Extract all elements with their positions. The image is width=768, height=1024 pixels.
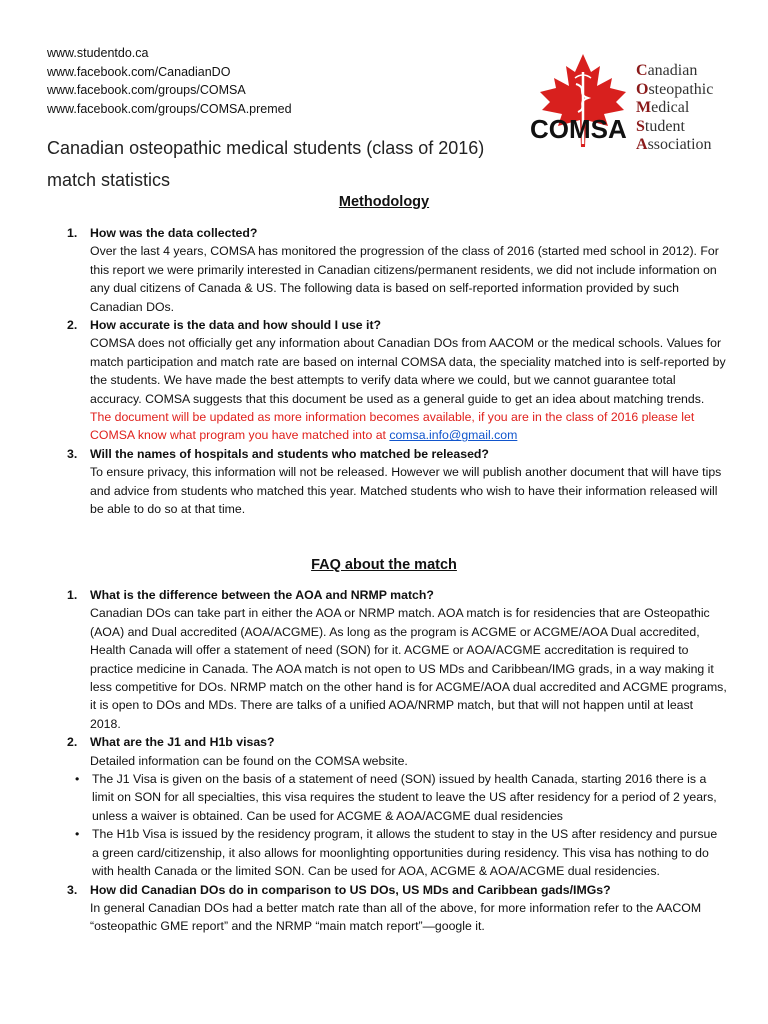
question: How did Canadian DOs do in comparison to US DOs, US MDs and Caribbean gads/IMGs? <box>90 882 611 897</box>
update-note: The document will be updated as more information becomes available, if you are in the class of 2016 please let COMSA know what program you have matched into at comsa.info@gmail.com <box>90 410 695 443</box>
answer: Over the last 4 years, COMSA has monitored the progression of the class of 2016 (started med school in 2012). For this report we were primarily interested in Canadian citizens/permanent residents, we did not include information on any dual citizens of Canada & US. The following data is based on self-reported information provided by such Canadian DOs. <box>90 244 719 314</box>
email-link[interactable]: comsa.info@gmail.com <box>389 428 518 443</box>
answer: Canadian DOs can take part in either the AOA or NRMP match. AOA match is for residencies that are Osteopathic (AOA) and Dual accredited (AOA/ACGME). As long as the program is ACGME or ACGME/AOA Dual accredited, Health Canada will offer a statement of need (SON) for it. ACGME or AOA/ACGME accreditation is required to practice medicine in Canada. The AOA match is not open to US MDs and Caribbean/IMG grads, in a way making it less competitive for DOs. NRMP match on the other hand is for ACGME/AOA dual accredited and ACGME programs, it is open to DOs and MDs. There are talks of a unified AOA/NRMP match, but that will not happen until at least 2018. <box>90 606 727 731</box>
link-facebook-canadiando[interactable]: www.facebook.com/CanadianDO <box>47 64 231 79</box>
answer: To ensure privacy, this information will not be released. However we will publish another document that will have tips and advice from students who matched this year. Matched students who wish to have their information released will be able to do so at that time. <box>90 465 722 517</box>
question: How accurate is the data and how should I use it? <box>90 318 382 333</box>
visa-bullets <box>47 770 727 880</box>
comsa-acronym: COMSA <box>530 114 627 144</box>
answer: Detailed information can be found on the COMSA website. <box>90 753 408 768</box>
faq-item: 2. What are the J1 and H1b visas? Detailed information can be found on the COMSA website. <box>47 733 727 770</box>
question: Will the names of hospitals and students who matched be released? <box>90 446 489 461</box>
faq-list <box>47 586 727 936</box>
faq-item: 3. How did Canadian DOs do in comparison to US DOs, US MDs and Caribbean gads/IMGs? In general Canadian DOs had a better match rate than all of the above, for more information refer to the AACOM “osteopathic GME report” and the NRMP “main match report”—google it. <box>47 881 727 936</box>
methodology-heading: Methodology <box>338 194 430 210</box>
title-line-2: match statistics <box>47 170 171 190</box>
bullet-item: • The H1b Visa is issued by the residency program, it allows the student to stay in the US after residency and pursue a green card/citizenship, it also allows for moonlighting opportunities during residency. This visa has nothing to do with health Canada or the limited SON. Can be used for AOA, ACGME & AOA/ACGME dual residencies. <box>75 827 718 879</box>
document-title <box>47 132 484 196</box>
logo-name: Canadian Osteopathic Medical Student Association <box>636 62 714 153</box>
title-line-1: Canadian osteopathic medical students (class of 2016) <box>47 138 485 158</box>
methodology-item: 1. How was the data collected? Over the last 4 years, COMSA has monitored the progression of the class of 2016 (started med school in 2012). For this report we were primarily interested in Canadian citizens/permanent residents, we did not include information on any dual citizens of Canada & US. The following data is based on self-reported information provided by such Canadian DOs. <box>47 224 727 316</box>
faq-heading: FAQ about the match <box>311 557 457 573</box>
bullet-item: • The J1 Visa is given on the basis of a statement of need (SON) issued by health Canada, starting 2016 there is a limit on SON for all specialties, this visa requires the student to leave the US after residency for a period of 2 years, unless a waiver is obtained. Can be used for ACGME & AOA/ACGME dual residencies <box>75 772 717 823</box>
question: What is the difference between the AOA and NRMP match? <box>90 588 434 602</box>
question: How was the data collected? <box>90 226 258 240</box>
comsa-logo <box>528 52 738 162</box>
bullet-icon: • <box>75 772 80 787</box>
link-facebook-comsa-group[interactable]: www.facebook.com/groups/COMSA <box>47 83 246 97</box>
maple-leaf-icon <box>528 52 638 162</box>
question: What are the J1 and H1b visas? <box>90 735 275 750</box>
methodology-item: 2. How accurate is the data and how should I use it? COMSA does not officially get any information about Canadian DOs from AACOM or the medical schools. Values for match participation and match rate are based on internal COMSA data, the speciality matched into is self-reported by the students. We have made the best attempts to verify data where we could, but we cannot guarantee total accuracy. COMSA suggests that this document be used as a general guide to get an idea about matching trends. The document will be updated as more information becomes available, if you are in the class of 2016 please let COMSA know what program you have matched into at comsa.info@gmail.com <box>47 316 727 445</box>
answer: In general Canadian DOs had a better match rate than all of the above, for more information refer to the AACOM “osteopathic GME report” and the NRMP “main match report”—google it. <box>90 900 702 934</box>
bullet-icon: • <box>75 827 80 842</box>
methodology-list <box>47 224 727 519</box>
answer: COMSA does not officially get any information about Canadian DOs from AACOM or the medical schools. Values for match participation and match rate are based on internal COMSA data, the speciality matched into is self-reported by the students. We have made the best attempts to verify data where we could, but we cannot guarantee total accuracy. COMSA suggests that this document be used as a general guide to get an idea about matching trends. <box>90 336 726 406</box>
link-studentdo[interactable]: www.studentdo.ca <box>47 46 149 60</box>
link-facebook-comsa-premed[interactable]: www.facebook.com/groups/COMSA.premed <box>47 101 292 116</box>
methodology-item: 3. Will the names of hospitals and students who matched be released? To ensure privacy, this information will not be released. However we will publish another document that will have tips and advice from students who matched this year. Matched students who wish to have their information released will be able to do so at that time. <box>47 445 727 519</box>
header-links <box>47 44 292 118</box>
faq-item: 1. What is the difference between the AOA and NRMP match? Canadian DOs can take part in either the AOA or NRMP match. AOA match is for residencies that are Osteopathic (AOA) and Dual accredited (AOA/ACGME). As long as the program is ACGME or ACGME/AOA Dual accredited, Health Canada will offer a statement of need (SON) for it. ACGME or AOA/ACGME accreditation is required to practice medicine in Canada. The AOA match is not open to US MDs and Caribbean/IMG grads, in a way making it less competitive for DOs. NRMP match on the other hand is for ACGME/AOA dual accredited and ACGME programs, it is open to DOs and MDs. There are talks of a unified AOA/NRMP match, but that will not happen until at least 2018. <box>47 586 727 733</box>
